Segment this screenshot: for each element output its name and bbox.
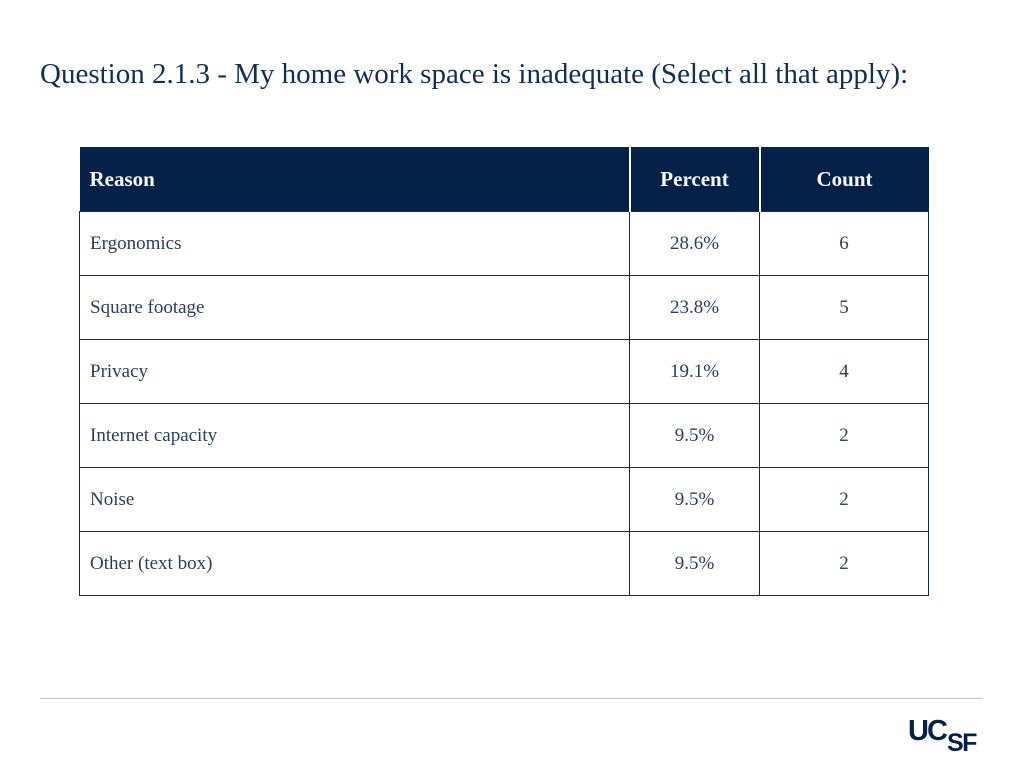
table-row	[80, 404, 929, 468]
cell-count: 5	[760, 276, 929, 340]
results-table	[79, 147, 929, 596]
cell-count: 2	[760, 532, 929, 596]
cell-reason: Ergonomics	[80, 212, 630, 276]
cell-count: 6	[760, 212, 929, 276]
table-row	[80, 468, 929, 532]
cell-reason: Square footage	[80, 276, 630, 340]
cell-percent: 9.5%	[630, 468, 760, 532]
cell-reason: Privacy	[80, 340, 630, 404]
svg-text:SF: SF	[947, 729, 976, 752]
header-percent: Percent	[630, 147, 760, 212]
cell-reason: Internet capacity	[80, 404, 630, 468]
cell-count: 4	[760, 340, 929, 404]
cell-reason: Noise	[80, 468, 630, 532]
table-header-row	[80, 147, 929, 212]
slide-title: Question 2.1.3 - My home work space is inadequate (Select all that apply):	[40, 58, 909, 90]
cell-percent: 9.5%	[630, 404, 760, 468]
table-row	[80, 276, 929, 340]
cell-percent: 19.1%	[630, 340, 760, 404]
cell-reason: Other (text box)	[80, 532, 630, 596]
header-count: Count	[760, 147, 929, 212]
cell-count: 2	[760, 404, 929, 468]
header-reason: Reason	[80, 147, 630, 212]
footer-divider	[40, 698, 983, 699]
svg-text:UC: UC	[908, 715, 946, 747]
cell-percent: 28.6%	[630, 212, 760, 276]
table-row	[80, 532, 929, 596]
cell-percent: 23.8%	[630, 276, 760, 340]
ucsf-logo	[908, 712, 986, 752]
table-row	[80, 212, 929, 276]
cell-count: 2	[760, 468, 929, 532]
table-row	[80, 340, 929, 404]
cell-percent: 9.5%	[630, 532, 760, 596]
